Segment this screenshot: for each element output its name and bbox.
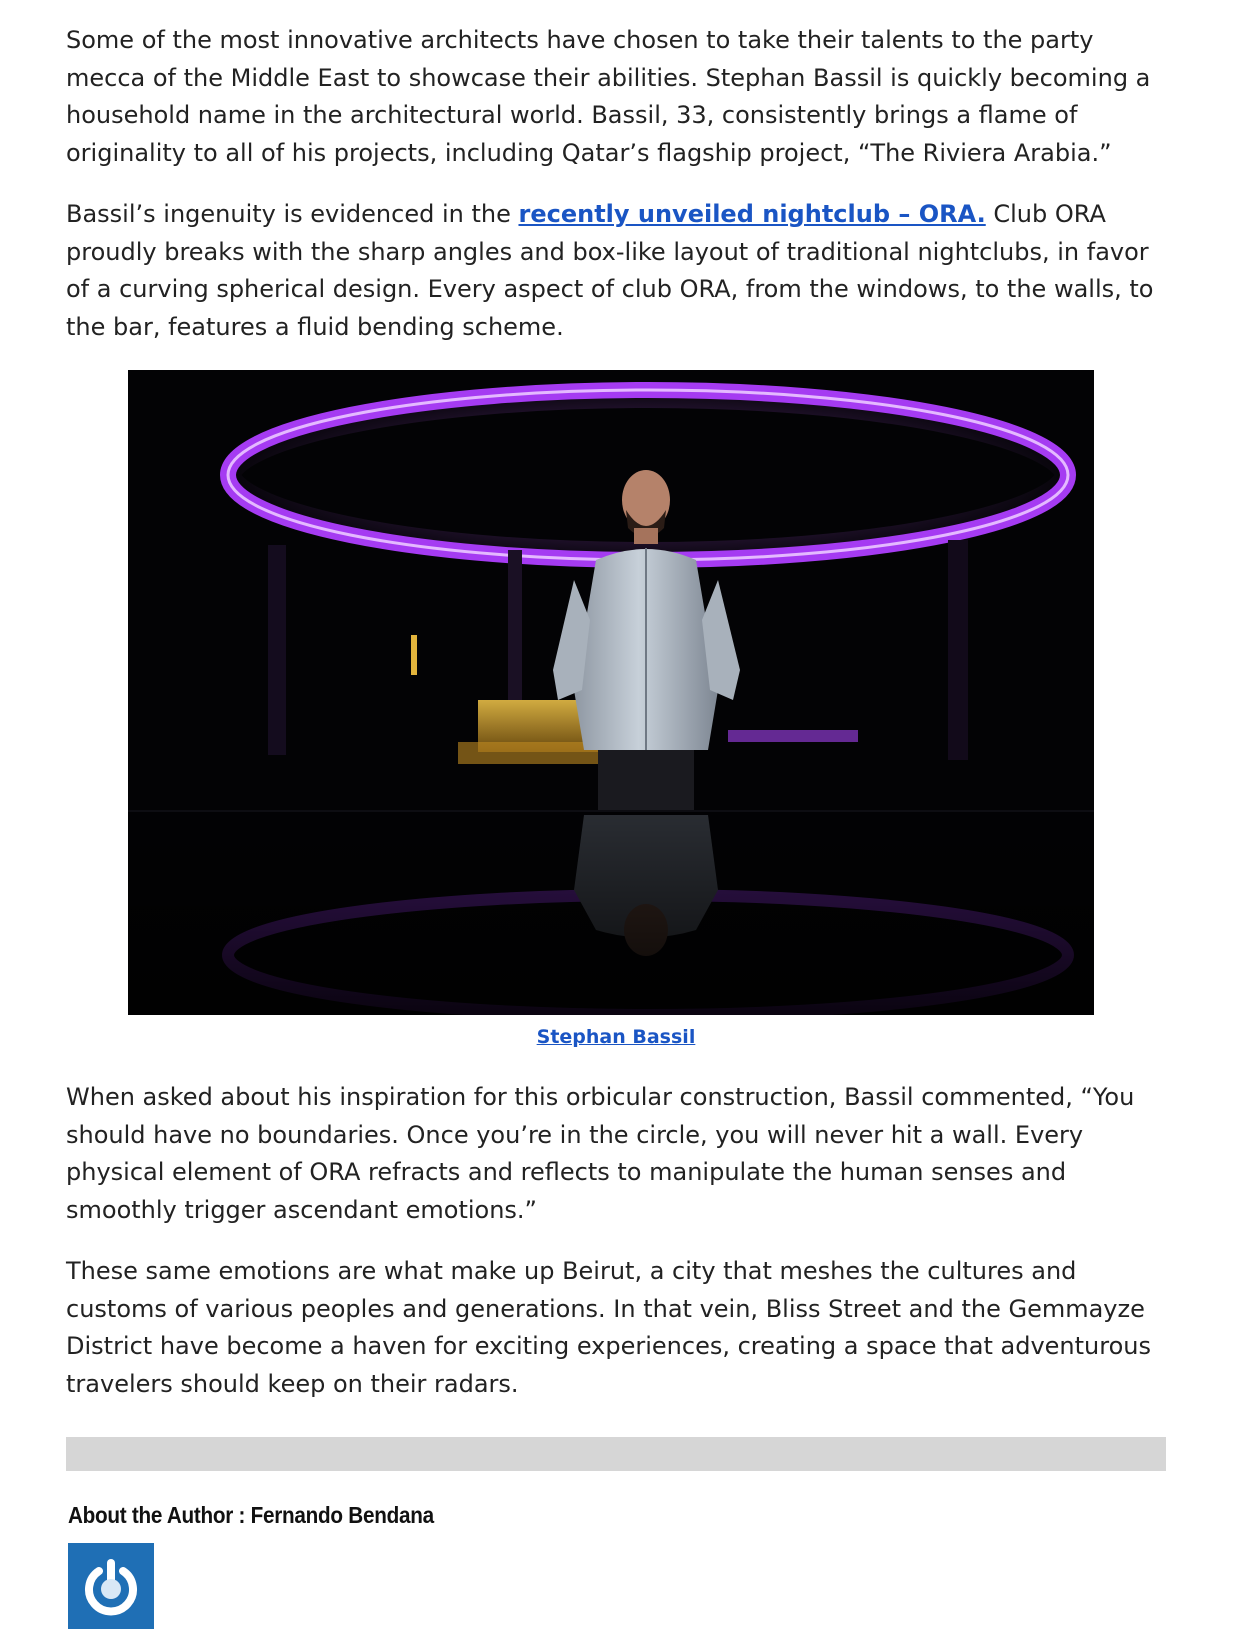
paragraph-2 bbox=[66, 196, 1166, 346]
stephan-bassil-photo bbox=[128, 370, 1094, 1015]
author-heading: About the Author : Fernando Bendana bbox=[68, 1502, 434, 1528]
nightclub-ora-link[interactable]: recently unveiled nightclub – ORA. bbox=[518, 200, 986, 228]
paragraph-3: When asked about his inspiration for this orbicular construction, Bassil commented, “You should have no boundaries. Once you’re in the circle, you will never hit a wall. Every physical element of ORA refracts and reflects to manipulate the human senses and smoothly trigger ascendant emotions.” bbox=[66, 1083, 1135, 1224]
photo-caption bbox=[66, 1025, 1166, 1049]
author-avatar[interactable] bbox=[68, 1543, 154, 1629]
paragraph-1: Some of the most innovative architects have chosen to take their talents to the party mecca of the Middle East to showcase their abilities. Stephan Bassil is quickly becoming a household name in the architectural world. Bassil, 33, consistently brings a flame of originality to all of his projects, including Qatar’s flagship project, “The Riviera Arabia.” bbox=[66, 26, 1151, 167]
paragraph-2-text-end: Club ORA proudly breaks with the sharp angles and box-like layout of traditional nightclubs, in favor of a curving spherical design. Every aspect of club ORA, from the windows, to the walls, to the bar, features a fluid bending scheme. bbox=[66, 200, 1154, 341]
divider-bar bbox=[66, 1437, 1166, 1471]
article-body bbox=[66, 22, 1166, 1629]
paragraph-2-text-start: Bassil’s ingenuity is evidenced in the bbox=[66, 200, 519, 228]
caption-link[interactable]: Stephan Bassil bbox=[536, 1026, 696, 1048]
paragraph-4: These same emotions are what make up Beirut, a city that meshes the cultures and customs of various peoples and generations. In that vein, Bliss Street and the Gemmayze District have become a haven for exciting experiences, creating a space that adventurous travelers should keep on their radars. bbox=[66, 1257, 1151, 1398]
article-figure bbox=[66, 370, 1166, 1049]
